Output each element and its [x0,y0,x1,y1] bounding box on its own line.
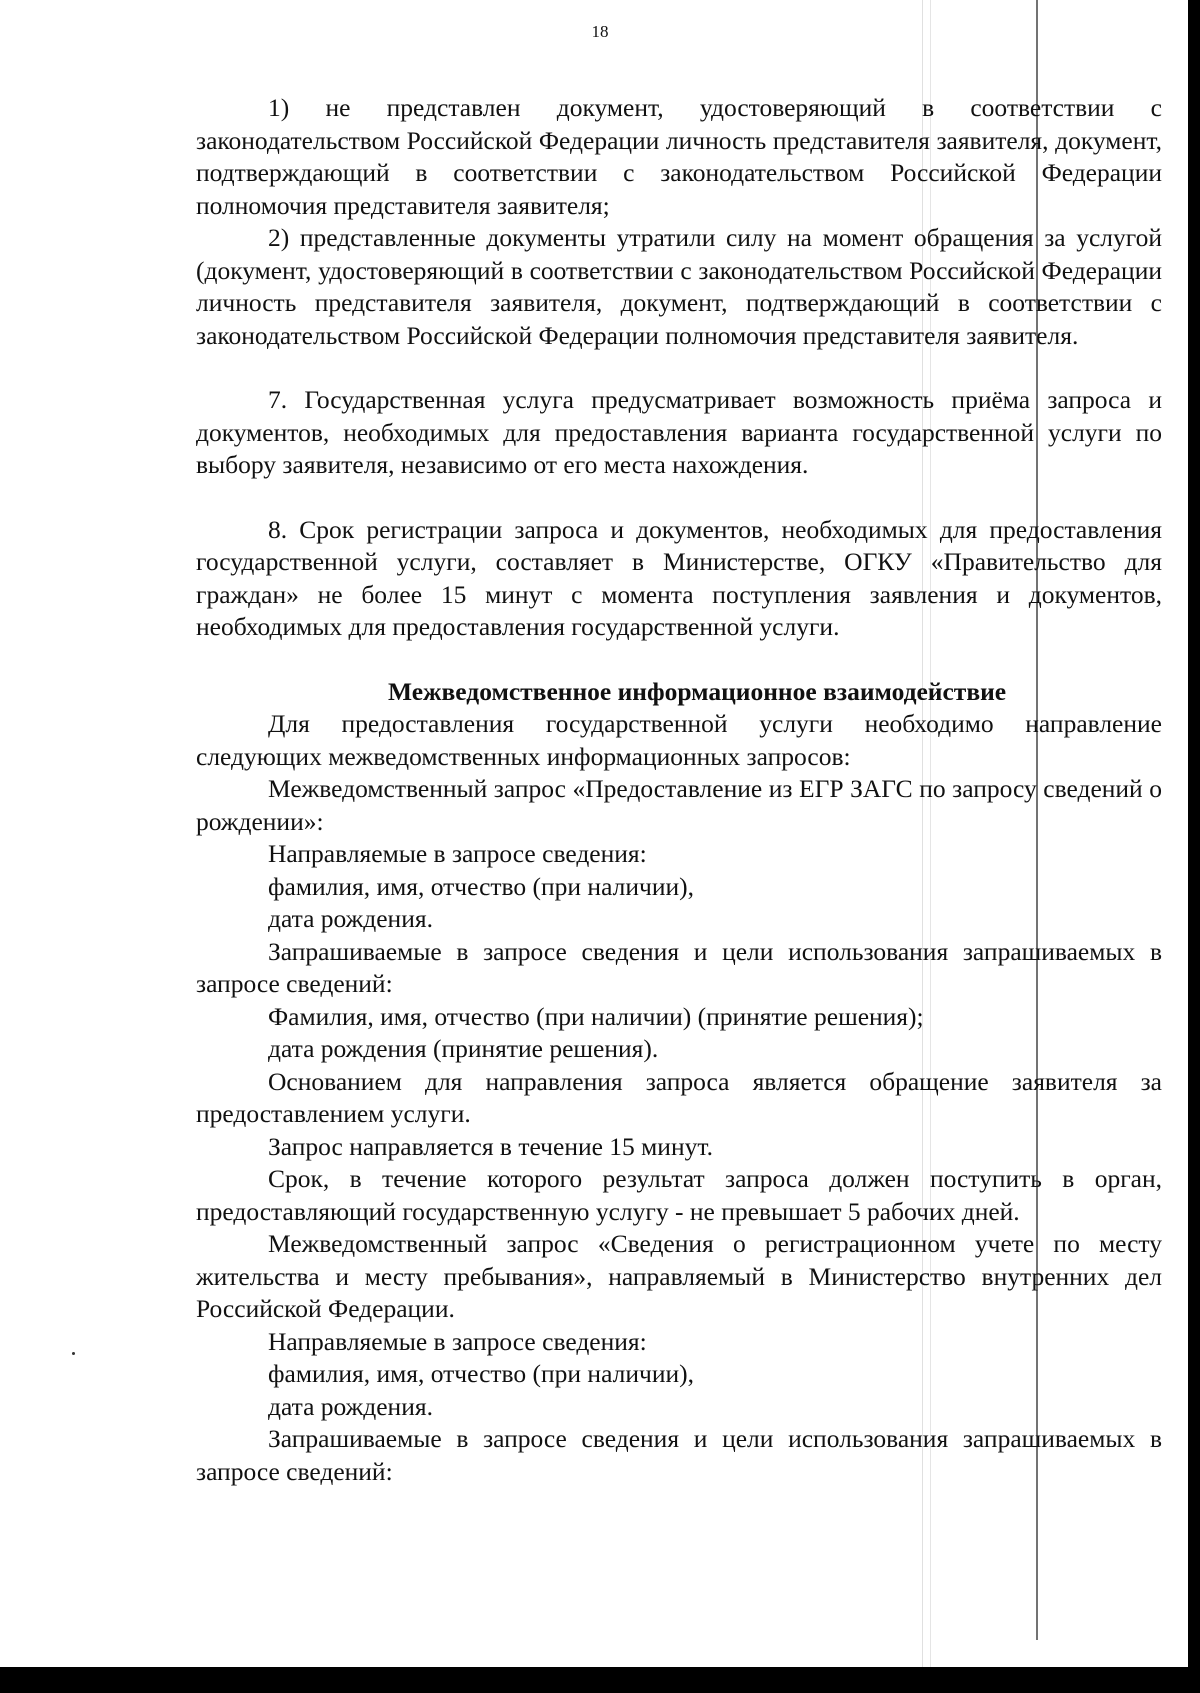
paragraph: Запрашиваемые в запросе сведения и цели использования запрашиваемых в запросе сведений: [196,936,1162,998]
paragraph: фамилия, имя, отчество (при наличии), [268,1359,694,1388]
paragraph: Фамилия, имя, отчество (при наличии) (принятие решения); [268,1001,924,1031]
paragraph-gap [196,352,1162,384]
paragraph: дата рождения. [268,904,433,933]
paragraph: 8. Срок регистрации запроса и документов, необходимых для предоставления государственной услуги, составляет в Министерстве, ОГКУ «Правительство для граждан» не более 15 минут с момента поступления заявления и документов, необходимых для предоставления государственной услуги. [196,514,1162,641]
paragraph: 7. Государственная услуга предусматривает возможность приёма запроса и документов, необходимых для предоставления варианта государственной услуги по выбору заявителя, независимо от его места нахождения. [196,385,1162,479]
paragraph: дата рождения. [268,1391,433,1421]
paragraph: Межведомственный запрос «Предоставление из ЕГР ЗАГС по запросу сведений о рождении»: [196,774,1162,836]
scan-border-bottom [0,1667,1200,1693]
paragraph: Основанием для направления запроса является обращение заявителя за предоставлением услуги. [196,1066,1162,1128]
section-heading: Межведомственное информационное взаимодействие [388,676,1007,706]
scan-border-right [1188,0,1200,1693]
paragraph: Межведомственный запрос «Сведения о регистрационном учете по месту жительства и месту пребывания», направляемый в Министерство внутренних дел Российской Федерации. [196,1229,1162,1323]
paragraph-gap [196,482,1162,514]
page-number: 18 [591,22,609,41]
paragraph: Направляемые в запросе сведения: [268,1326,647,1356]
scan-speck [72,1352,75,1355]
paragraph: Запрашиваемые в запросе сведения и цели использования запрашиваемых в запросе сведений: [196,1424,1162,1486]
paragraph-gap [196,644,1162,676]
document-body [196,92,1162,1488]
paragraph: Для предоставления государственной услуги необходимо направление следующих межведомственных информационных запросов: [196,709,1162,771]
paragraph: Срок, в течение которого результат запроса должен поступить в орган, предоставляющий государственную услугу - не превышает 5 рабочих дней. [196,1164,1162,1226]
paragraph: 1) не представлен документ, удостоверяющий в соответствии с законодательством Российской Федерации личность представителя заявителя, документ, подтверждающий в соответствии с законодательством Российской Федерации полномочия представителя заявителя; [196,93,1162,220]
paragraph: 2) представленные документы утратили силу на момент обращения за услугой (документ, удостоверяющий в соответствии с законодательством Российской Федерации личность представителя заявителя, документ, подтверждающий в соответствии с законодательством Российской Федерации полномочия представителя заявителя. [196,223,1162,350]
paragraph: дата рождения (принятие решения). [268,1034,659,1063]
paragraph: Направляемые в запросе сведения: [268,839,647,868]
paragraph: Запрос направляется в течение 15 минут. [268,1131,713,1161]
paragraph: фамилия, имя, отчество (при наличии), [268,871,694,901]
